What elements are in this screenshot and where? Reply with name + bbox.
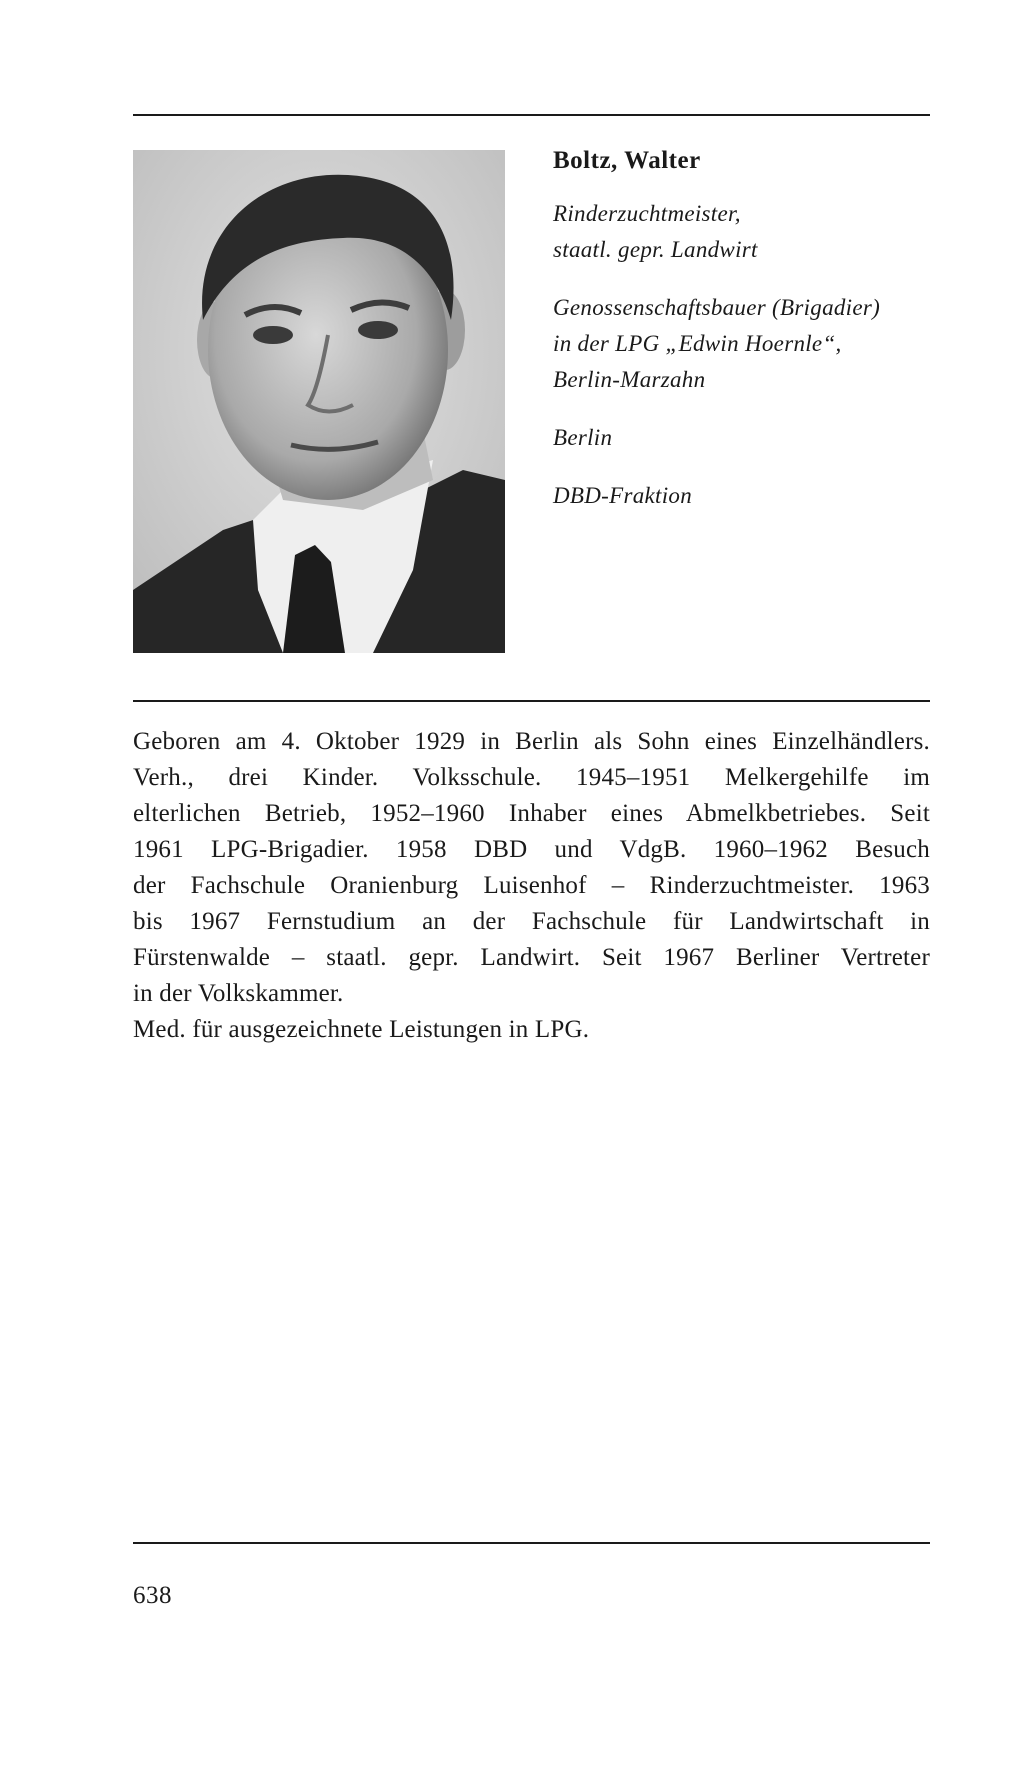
biography-line: elterlichen Betrieb, 1952–1960 Inhaber eines Abmelkbetriebes. Seit xyxy=(133,800,930,827)
occupation xyxy=(553,290,943,398)
faction: DBD-Fraktion xyxy=(553,483,693,508)
qualification-line: Rinderzuchtmeister, xyxy=(553,201,741,226)
biography-line: bis 1967 Fernstudium an der Fachschule für Landwirtschaft in xyxy=(133,908,930,935)
constituency: Berlin xyxy=(553,425,613,450)
footer-divider xyxy=(133,1542,930,1544)
portrait-photo xyxy=(133,150,505,653)
page-number: 638 xyxy=(133,1582,172,1609)
qualification-line: staatl. gepr. Landwirt xyxy=(553,237,758,262)
qualification xyxy=(553,196,943,268)
occupation-line: in der LPG „Edwin Hoernle“, xyxy=(553,331,842,356)
top-divider xyxy=(133,114,930,116)
biography-text xyxy=(133,724,930,1048)
occupation-line: Berlin-Marzahn xyxy=(553,367,706,392)
biography-line: Geboren am 4. Oktober 1929 in Berlin als Sohn eines Einzelhändlers. xyxy=(133,728,930,755)
biography-line: Fürstenwalde – staatl. gepr. Landwirt. Seit 1967 Berliner Vertreter xyxy=(133,944,930,971)
biography-line: 1961 LPG-Brigadier. 1958 DBD und VdgB. 1960–1962 Besuch xyxy=(133,836,930,863)
profile-header xyxy=(553,146,943,536)
occupation-line: Genossenschaftsbauer (Brigadier) xyxy=(553,295,881,320)
biography-line: in der Volkskammer. xyxy=(133,980,344,1007)
section-divider xyxy=(133,700,930,702)
person-name: Boltz, Walter xyxy=(553,147,701,174)
biography-line: der Fachschule Oranienburg Luisenhof – Rinderzuchtmeister. 1963 xyxy=(133,872,930,899)
awards-line: Med. für ausgezeichnete Leistungen in LPG. xyxy=(133,1016,590,1043)
biography-line: Verh., drei Kinder. Volksschule. 1945–1951 Melkergehilfe im xyxy=(133,764,930,791)
